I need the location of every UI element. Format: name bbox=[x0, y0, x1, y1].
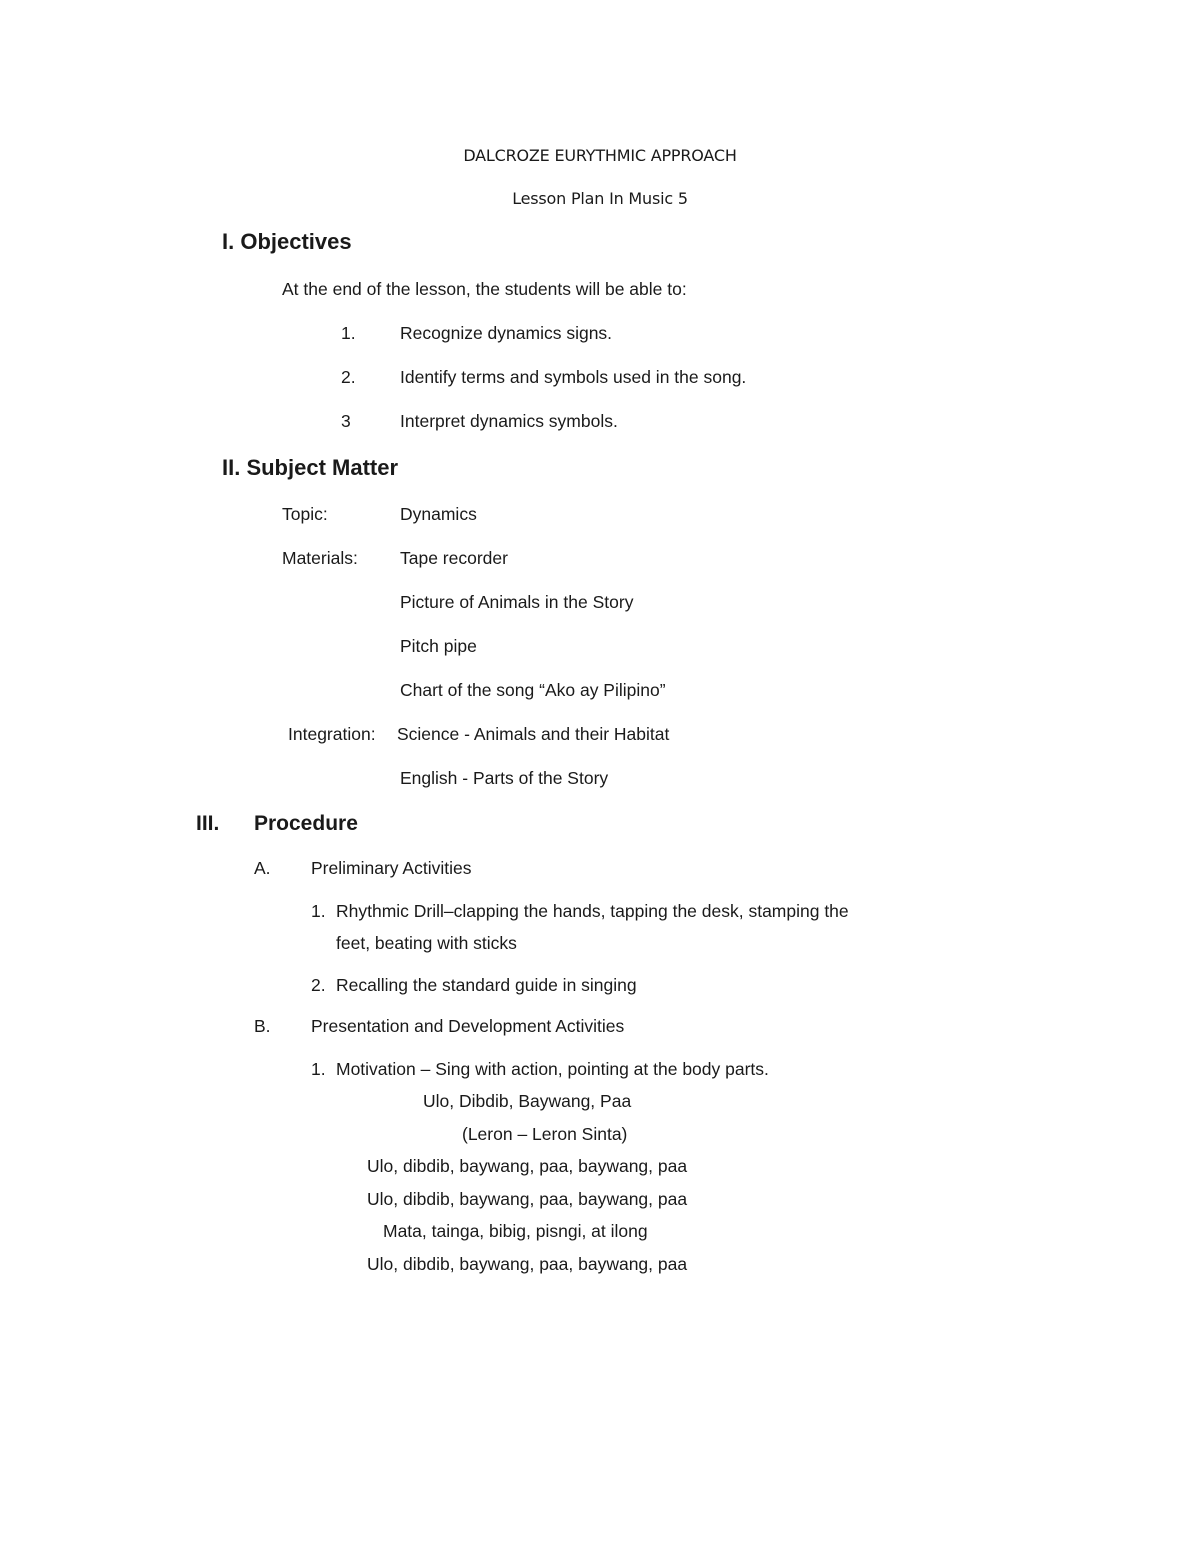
objective-number: 2. bbox=[341, 367, 356, 387]
document-subtitle: Lesson Plan In Music 5 bbox=[512, 189, 688, 208]
objective-text: Interpret dynamics symbols. bbox=[400, 411, 618, 431]
lyric-line: Ulo, dibdib, baywang, paa, baywang, paa bbox=[367, 1254, 688, 1274]
section-letter: A. bbox=[254, 858, 271, 878]
activity-number: 2. bbox=[311, 975, 326, 995]
objective-text: Recognize dynamics signs. bbox=[400, 323, 613, 343]
integration-item: Science - Animals and their Habitat bbox=[397, 724, 670, 744]
material-item: Chart of the song “Ako ay Pilipino” bbox=[400, 680, 666, 700]
document-title: DALCROZE EURYTHMIC APPROACH bbox=[463, 146, 737, 165]
song-tune: (Leron – Leron Sinta) bbox=[462, 1124, 628, 1144]
lyric-line: Ulo, dibdib, baywang, paa, baywang, paa bbox=[367, 1156, 688, 1176]
topic-label: Topic: bbox=[282, 504, 328, 524]
lyric-line: Mata, tainga, bibig, pisngi, at ilong bbox=[383, 1221, 648, 1241]
procedure-number: III. bbox=[196, 812, 220, 835]
lyric-line: Ulo, dibdib, baywang, paa, baywang, paa bbox=[367, 1189, 688, 1209]
activity-number: 1. bbox=[311, 901, 326, 921]
integration-item: English - Parts of the Story bbox=[400, 768, 609, 788]
objective-number: 3 bbox=[341, 411, 351, 431]
procedure-heading: Procedure bbox=[254, 812, 358, 835]
topic-value: Dynamics bbox=[400, 504, 477, 524]
objective-text: Identify terms and symbols used in the song. bbox=[400, 367, 747, 387]
integration-label: Integration: bbox=[288, 724, 376, 744]
activity-text: Recalling the standard guide in singing bbox=[336, 975, 637, 995]
section-title: Presentation and Development Activities bbox=[311, 1016, 625, 1036]
objective-number: 1. bbox=[341, 323, 356, 343]
subject-matter-heading: II. Subject Matter bbox=[222, 455, 399, 480]
activity-text-continued: feet, beating with sticks bbox=[336, 933, 517, 953]
materials-label: Materials: bbox=[282, 548, 358, 568]
song-title: Ulo, Dibdib, Baywang, Paa bbox=[423, 1091, 632, 1111]
activity-text: Rhythmic Drill–clapping the hands, tapping the desk, stamping the bbox=[336, 901, 849, 921]
material-item: Tape recorder bbox=[400, 548, 508, 568]
section-title: Preliminary Activities bbox=[311, 858, 472, 878]
material-item: Picture of Animals in the Story bbox=[400, 592, 634, 612]
section-letter: B. bbox=[254, 1016, 271, 1036]
objectives-heading: I. Objectives bbox=[222, 229, 352, 254]
activity-number: 1. bbox=[311, 1059, 326, 1079]
activity-text: Motivation – Sing with action, pointing at the body parts. bbox=[336, 1059, 769, 1079]
objectives-intro: At the end of the lesson, the students will be able to: bbox=[282, 279, 687, 299]
material-item: Pitch pipe bbox=[400, 636, 477, 656]
